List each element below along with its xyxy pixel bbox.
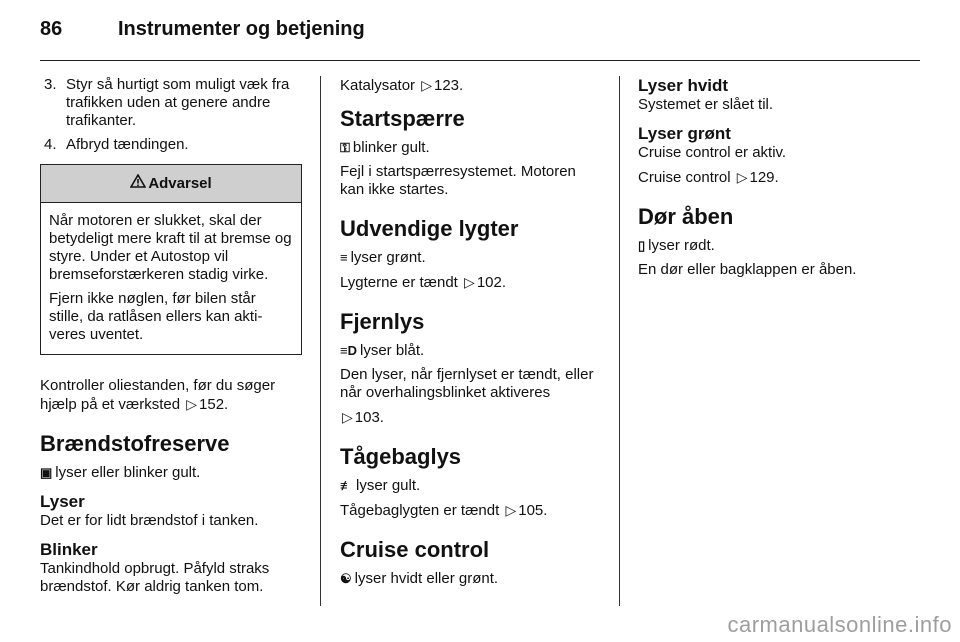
section-heading: Dør åben [638, 204, 734, 229]
list-number: 3. [44, 76, 57, 93]
body-paragraph: Det er for lidt brændstof i tanken. [40, 512, 259, 529]
warning-header [41, 165, 301, 203]
page-header [40, 18, 365, 48]
fuel-pump-icon: ▣ [40, 465, 53, 480]
column-2 [340, 76, 602, 594]
page-number: 86 [40, 18, 63, 40]
body-paragraph: Tankindhold opbrugt. Påfyld straks brændstof. Kør aldrig tanken tom. [40, 560, 270, 595]
body-paragraph [340, 408, 602, 427]
warning-paragraph: Fjern ikke nøglen, før bilen står stille, da ratlåsen ellers kan aktiveres uventet. [49, 290, 263, 343]
car-key-icon: ⚿ [340, 140, 350, 155]
list-text: Styr så hurtigt som muligt væk fra trafikken uden at genere andre trafikanter. [66, 76, 290, 129]
body-paragraph: Kontroller oliestanden, før du søger hjælp på et værksted ▷ 152. [40, 377, 276, 413]
arrow-right-outline-icon: ▷ [342, 409, 353, 425]
list-text: Afbryd tændingen. [66, 136, 189, 153]
arrow-right-outline-icon: ▷ [186, 396, 198, 412]
watermark: carmanualsonline.info [727, 612, 952, 637]
list-number: 4. [44, 136, 57, 153]
indicator-line: ☯ lyser hvidt eller grønt. [340, 570, 499, 587]
indicator-line: ⚿ blinker gult. [340, 139, 430, 156]
side-lights-icon: ≡ [340, 250, 348, 265]
arrow-right-outline-icon: ▷ [421, 77, 432, 93]
page-reference[interactable]: 129. [749, 169, 779, 186]
warning-triangle-icon [130, 165, 146, 203]
indicator-line: ≡D lyser blåt. [340, 342, 425, 359]
warning-box [40, 164, 302, 355]
section-heading: Tågebaglys [340, 444, 462, 469]
page-title: Instrumenter og betjening [118, 18, 365, 40]
body-paragraph: Lygterne er tændt ▷ 102. [340, 274, 507, 291]
door-open-icon: ▯ [638, 238, 646, 253]
body-paragraph: Tågebaglygten er tændt ▷ 105. [340, 502, 548, 519]
arrow-right-outline-icon: ▷ [505, 502, 517, 518]
subheading: Lyser hvidt [638, 76, 729, 95]
warning-body [41, 203, 301, 354]
column-divider [320, 76, 321, 606]
section-heading: Brændstofreserve [40, 431, 230, 456]
body-paragraph: Katalysator ▷ 123. [340, 77, 464, 94]
section-heading: Fjernlys [340, 309, 425, 334]
rear-fog-icon: ≢ [340, 478, 353, 493]
body-paragraph: Cruise control ▷ 129. [638, 169, 779, 186]
arrow-right-outline-icon: ▷ [736, 169, 748, 185]
page-reference[interactable]: 152. [199, 396, 229, 413]
subheading: Blinker [40, 540, 98, 559]
body-paragraph: Systemet er slået til. [638, 96, 774, 113]
indicator-line: ≢ lyser gult. [340, 477, 421, 494]
section-heading: Udvendige lygter [340, 216, 519, 241]
page-reference[interactable]: 102. [476, 274, 507, 291]
indicator-line: ≡ lyser grønt. [340, 249, 426, 266]
header-divider [40, 60, 920, 61]
arrow-right-outline-icon: ▷ [464, 274, 475, 290]
speedometer-icon: ☯ [340, 571, 352, 586]
indicator-line: ▯ lyser rødt. [638, 237, 715, 254]
page-reference[interactable]: 123. [434, 77, 464, 94]
body-paragraph: Fejl i startspærresystemet. Motoren kan ikke startes. [340, 163, 576, 198]
column-3 [638, 76, 920, 285]
high-beam-icon: ≡D [340, 343, 357, 358]
column-divider [619, 76, 620, 606]
section-heading: Cruise control [340, 537, 490, 562]
body-paragraph: Cruise control er aktiv. [638, 144, 787, 161]
body-paragraph: En dør eller bagklappen er åben. [638, 261, 857, 278]
section-heading: Startspærre [340, 106, 465, 131]
list-item [40, 136, 302, 154]
subheading: Lyser [40, 492, 85, 511]
warning-paragraph: Når motoren er slukket, skal der betydeligt mere kraft til at bremse og styre. Under et Autostop vil bremseforstærkeren stadig virke. [49, 212, 292, 283]
indicator-line: ▣ lyser eller blinker gult. [40, 464, 201, 481]
page-reference[interactable]: 105. [518, 502, 548, 519]
body-paragraph: Den lyser, når fjernlyset er tændt, eller når overhalingsblinket aktiveres [340, 366, 594, 401]
page-reference[interactable]: 103. [354, 409, 384, 426]
column-1 [40, 76, 302, 602]
subheading: Lyser grønt [638, 124, 731, 143]
warning-title: Advarsel [148, 175, 212, 192]
list-item [40, 76, 302, 130]
